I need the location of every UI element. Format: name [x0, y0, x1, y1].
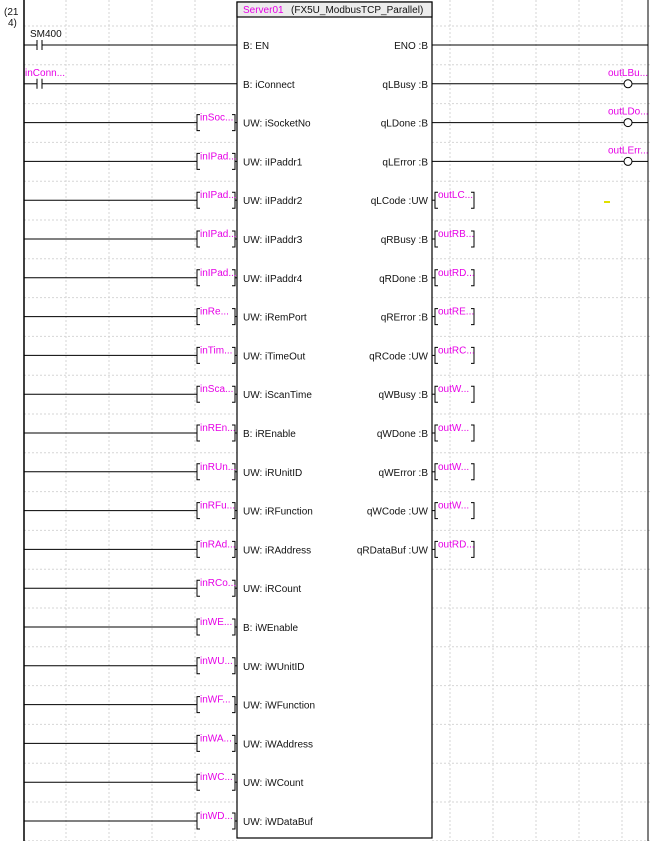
input-variable[interactable]: inRFu... [200, 500, 236, 512]
coil-variable[interactable]: outLDo... [608, 106, 649, 118]
output-variable[interactable]: outW... [438, 423, 470, 434]
output-pin-label: qLCode :UW [370, 196, 428, 208]
output-pin-label: qRDataBuf :UW [356, 545, 428, 557]
input-pin-label: UW: iRCount [243, 584, 302, 596]
output-pin-label: qWCode :UW [366, 506, 428, 518]
fb-instance-name[interactable]: Server01 [243, 5, 284, 16]
output-pin-label: qLDone :B [380, 118, 428, 130]
contacts [24, 29, 237, 89]
output-variable[interactable]: outW... [438, 500, 470, 512]
output-variable[interactable]: outRD... [438, 267, 475, 279]
contact-label: inConn... [25, 67, 66, 79]
output-variable[interactable]: outRD... [438, 539, 475, 551]
input-variable[interactable]: inWU... [200, 655, 233, 667]
output-variable[interactable]: outRE... [438, 306, 475, 318]
input-variable[interactable]: inWC... [200, 772, 233, 784]
input-variable[interactable]: inIPad... [200, 190, 237, 202]
input-variable[interactable]: inSca... [200, 384, 234, 396]
input-variable[interactable]: inRUn... [200, 461, 237, 473]
input-pin[interactable] [243, 41, 269, 52]
input-pin-label: B: iConnect [243, 79, 295, 91]
output-variable[interactable]: outRB... [438, 229, 475, 240]
output-pin-label: qRError :B [380, 312, 428, 324]
input-variable[interactable]: inWD... [200, 811, 233, 822]
contact-sm400[interactable] [24, 29, 237, 50]
input-variable[interactable]: inIPad... [200, 229, 237, 240]
output-variable[interactable]: outRC... [438, 345, 475, 357]
input-pin-label: UW: iRemPort [243, 312, 307, 324]
output-pin-label: qWBusy :B [378, 390, 428, 402]
var-bracket-close [232, 309, 235, 325]
input-pin[interactable] [243, 80, 295, 91]
input-pins [24, 41, 315, 829]
editor-cursor [604, 201, 610, 203]
input-variable[interactable]: inIPad... [200, 267, 237, 279]
input-pin-label: UW: iSocketNo [243, 118, 311, 130]
negated-coil-icon[interactable] [624, 80, 632, 88]
contact-inconnect[interactable] [24, 68, 237, 89]
input-pin-label: UW: iIPaddr3 [243, 235, 303, 246]
output-pin-label: qLError :B [382, 157, 428, 169]
coil-variable[interactable]: outLBu... [608, 67, 649, 79]
var-bracket-close [232, 735, 235, 751]
output-pin-label: qLBusy :B [382, 79, 428, 91]
input-variable[interactable]: inWF... [200, 694, 231, 706]
output-pin-label: qRCode :UW [369, 351, 428, 363]
output-pin-label: qRBusy :B [380, 235, 428, 246]
input-pin-label: UW: iRUnitID [243, 467, 303, 479]
input-variable[interactable]: inWE... [200, 617, 233, 628]
output-pin-label: qWDone :B [376, 429, 428, 440]
contact-label: SM400 [30, 29, 62, 40]
var-bracket-close [471, 425, 474, 441]
input-pin-label: UW: iTimeOut [243, 351, 306, 363]
input-variable[interactable]: inRCo... [200, 578, 237, 590]
input-pin-label: B: iREnable [243, 429, 296, 440]
input-variable[interactable]: inRe... [200, 306, 229, 318]
var-bracket-close [232, 697, 235, 713]
step-number-line2: 4) [8, 18, 17, 29]
output-pin-label: qRDone :B [379, 273, 428, 285]
input-pin-label: UW: iWDataBuf [243, 817, 313, 828]
input-variable[interactable]: inRAd... [200, 539, 236, 551]
coil-variable[interactable]: outLErr... [608, 145, 649, 157]
input-pin-label: UW: iIPaddr1 [243, 157, 303, 169]
output-variable[interactable]: outLC... [438, 190, 474, 202]
input-pin-label: UW: iWFunction [243, 700, 316, 712]
step-number-line1: (21 [4, 7, 19, 18]
fb-type-name: (FX5U_ModbusTCP_Parallel) [291, 5, 424, 16]
input-pin-label: UW: iWCount [243, 778, 304, 790]
input-variable[interactable]: inREn... [200, 423, 236, 434]
input-pin-label: UW: iWAddress [243, 739, 314, 751]
input-pin-label: B: EN [243, 41, 270, 52]
input-pin-label: UW: iIPaddr4 [243, 273, 303, 285]
output-variable[interactable]: outW... [438, 384, 470, 396]
var-bracket-close [232, 619, 235, 635]
output-pin-label: qWError :B [378, 467, 428, 479]
input-pin-label: UW: iScanTime [243, 390, 312, 402]
var-bracket-close [471, 386, 474, 402]
input-variable[interactable]: inTim... [200, 345, 233, 357]
input-pin-label: UW: iIPaddr2 [243, 196, 303, 208]
input-pin-label: UW: iRAddress [243, 545, 312, 557]
var-bracket-close [471, 503, 474, 519]
input-pin-label: UW: iWUnitID [243, 661, 305, 673]
input-variable[interactable]: inWA... [200, 733, 232, 745]
input-variable[interactable]: inIPad... [200, 151, 237, 163]
negated-coil-icon[interactable] [624, 119, 632, 127]
input-pin-label: UW: iRFunction [243, 506, 313, 518]
var-bracket-close [232, 347, 235, 363]
var-bracket-close [471, 464, 474, 480]
negated-coil-icon[interactable] [624, 157, 632, 165]
input-pin-label: B: iWEnable [243, 623, 299, 634]
output-pin-label: ENO :B [394, 41, 428, 52]
output-variable[interactable]: outW... [438, 461, 470, 473]
input-variable[interactable]: inSoc... [200, 112, 234, 124]
